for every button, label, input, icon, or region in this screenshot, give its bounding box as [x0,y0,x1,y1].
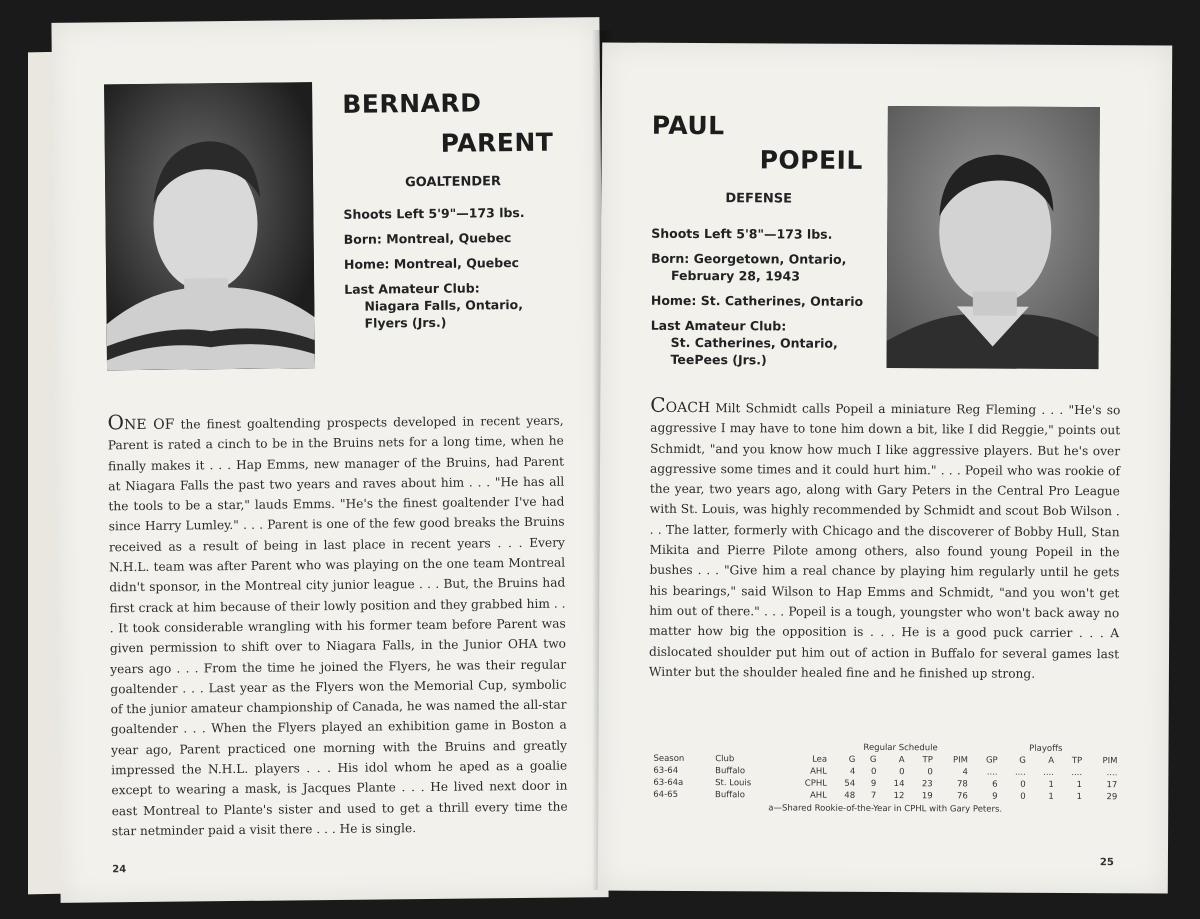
player-last-name: PARENT [440,127,554,158]
stats-header-cell: G [869,754,877,765]
left-page [51,17,608,903]
stats-cell: 63-64a [653,777,684,788]
stats-cell: .... [1043,767,1054,778]
stats-header-cell: Season [653,753,685,764]
player-first-name: PAUL [651,110,725,141]
regular-schedule-header: Regular Schedule [863,742,938,754]
portrait-illustration [104,82,315,370]
stats-cell: 0 [927,767,933,778]
stats-header-cell: A [1048,755,1055,766]
stats-cell: .... [1014,767,1026,778]
stats-header-cell: G [848,754,856,765]
player-last-name: POPEIL [759,145,863,175]
stats-cell: 14 [893,779,905,790]
bio-lead-caps: NE OF [123,416,175,434]
player-bio [107,408,567,842]
stats-cell: 4 [849,766,856,777]
stats-cell: 4 [962,767,968,778]
page-number: 25 [1099,857,1114,869]
birthplace-line1: Born: Georgetown, Ontario, [651,250,847,267]
stats-cell: 0 [870,766,877,777]
stats-header-cell: GP [985,755,998,766]
stats-cell: Buffalo [715,790,745,801]
stats-footnote: a—Shared Rookie-of-the-Year in CPHL with Gary Peters. [768,803,1003,815]
stats-header-cell: PIM [952,755,969,766]
stats-cell: 63-64 [653,765,679,776]
stats-cell: 0 [1020,779,1026,790]
last-club-label: Last Amateur Club: [344,280,480,297]
birthplace: Born: Montreal, Quebec [343,230,512,247]
right-page [598,43,1172,894]
bio-text: Milt Schmidt calls Popeil a miniature Reg Fleming . . . "He's so aggressive I may have to tone him down a bit, like I did Reggie," points out Schmidt, "and you know how much I like aggressive players. But he's over aggressive some times and it could hurt him." . . . Popeil who was rookie of the year, two years ago, along with Gary Peters in the Central Pro League with St. Louis, was highly recommended by Schmidt and scout Bob Wilson . . . The latter, formerly with Chicago and the discoverer of Bobby Hull, Stan Mikita and Pierre Pilote among others, also found young Popeil in the bushes . . . "Give him a real chance by playing him regularly until he gets his bearings," said Wilson to Hap Emms and Schmidt, "and you won't get him out of there." . . . Popeil is a tough, youngster who won't back away no matter how big the opposition is . . . He is a good puck carrier . . . A dislocated shoulder put him out of action in Buffalo for several games last Winter but the shoulder healed fine and he finished up strong. [648,401,1121,681]
last-club-line2: TeePees (Jrs.) [670,351,767,368]
bio-lead-caps: OACH [665,399,711,417]
bio-drop-cap: C [650,392,666,417]
stats-row [650,789,1120,803]
stats-table [650,741,1120,803]
stats-cell: 1 [1076,792,1083,803]
stats-cell: AHL [810,766,828,777]
stats-cell: 1 [1048,779,1054,790]
stats-cell: 76 [956,791,968,802]
stats-cell: 17 [1106,780,1118,791]
stats-cell: 48 [844,790,856,801]
bio-text: the finest goaltending prospects developed in recent years, Parent is rated a cinch to be in the Bruins nets for a long time, when he finally makes it . . . Hap Emms, new manager of the Bruins, had Parent at Niagara Falls the past two years and raves about him . . . "He has all the tools to be a star," lauds Emms. "He's the finest goaltender I've had since Harry Lumley." . . . Parent is one of the few good breaks the Bruins received as a result of being in last place in recent years . . . Every N.H.L. team was after Parent who was playing on the one team Montreal didn't sponsor, in the Montreal city junior league . . . But, the Bruins had first crack at him because of their lowly position and they grabbed him . . . It took considerable wrangling with his former team before Parent was given permission to shift over to Niagara Falls, in the Junior OHA two years ago . . . From the time he joined the Flyers, he was their regular goaltender . . . Last year as the Flyers won the Memorial Cup, symbolic of the junior amateur championship of Canada, he was named the all-star goaltender . . . When the Flyers played an exhibition game in Boston a year ago, Parent practiced one morning with the Bruins and greatly impressed the N.H.L. players . . . His idol whom he aped as a goalie except to wearing a mask, is Jacques Plante . . . He lived next door in east Montreal to Plante's sister and used to get a thrill every time the star netminder paid a visit there . . . He is single. [107,413,568,839]
stats-cell: 19 [921,791,933,802]
last-club-line2: Flyers (Jrs.) [364,314,447,331]
stats-cell: CPHL [804,778,828,789]
stats-header-cell: TP [1071,755,1083,767]
player-photo-parent [104,82,315,370]
stats-cell: 9 [992,791,998,802]
career-stats [650,741,1120,815]
stats-cell: 1 [1048,791,1054,802]
stats-header-cell: PIM [1102,756,1118,767]
hometown: Home: St. Catherines, Ontario [650,292,864,309]
stats-cell: 64-65 [653,789,679,800]
stats-header-cell: G [1019,755,1026,766]
stats-cell: AHL [809,790,827,801]
shoots-height-weight: Shoots Left 5'9"—173 lbs. [343,204,525,222]
player-facts [343,203,584,332]
stats-cell: 0 [899,767,905,778]
hometown: Home: Montreal, Quebec [343,255,520,272]
player-first-name: BERNARD [342,88,482,119]
birthdate: February 28, 1943 [670,267,800,284]
stats-cell: 1 [1076,780,1083,791]
stats-cell: 54 [844,778,856,789]
player-position: GOALTENDER [405,174,502,191]
stats-cell: 12 [893,791,905,802]
shoots-height-weight: Shoots Left 5'8"—173 lbs. [651,225,833,242]
stats-cell: 78 [957,779,968,790]
playoffs-header: Playoffs [1029,743,1063,754]
stats-cell: .... [1106,768,1118,779]
player-position: DEFENSE [725,191,793,207]
player-photo-popeil [887,106,1100,369]
player-facts [651,225,892,369]
stats-rows [650,765,1120,803]
player-bio [648,392,1121,685]
stats-cell: .... [986,767,998,778]
last-club-line1: Niagara Falls, Ontario, [364,296,524,314]
bio-drop-cap: O [107,410,125,435]
stats-cell: .... [1071,767,1083,779]
stats-cell: St. Louis [715,778,752,789]
stats-header-cell: Lea [812,754,828,765]
portrait-illustration [887,106,1100,369]
stats-cell: 29 [1106,792,1118,803]
stats-cell: 0 [1020,791,1026,802]
last-club-line1: St. Catherines, Ontario, [670,334,838,351]
stats-header-cell: Club [715,754,735,765]
stats-cell: 9 [870,778,877,789]
stats-header-cell: A [898,755,905,766]
stats-cell: 7 [870,790,877,801]
stats-cell: 6 [992,779,998,790]
page-number: 24 [112,864,127,876]
stats-cell: Buffalo [715,766,746,777]
stats-header-cell: TP [922,755,933,766]
stats-cell: 23 [921,779,933,790]
last-club-label: Last Amateur Club: [650,317,787,334]
